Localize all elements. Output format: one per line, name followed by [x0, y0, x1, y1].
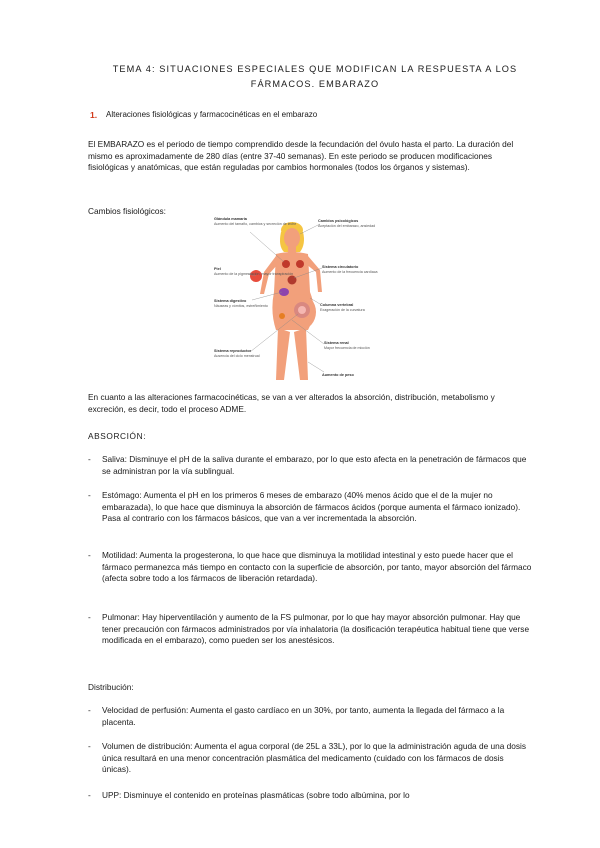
svg-text:Mayor frecuencia de micción: Mayor frecuencia de micción	[324, 346, 370, 350]
list-item: Pulmonar: Hay hiperventilación y aumento de la FS pulmonar, por lo que hay mayor absorción pulmonar. Hay que tener precaución con fármacos administrados por vía inhalatoria (la dosificación terapéutica habitual tiene que verse modificada en el embarazo), como pueden ser los anestésicos.	[102, 612, 530, 646]
page-title-line2: FÁRMACOS. EMBARAZO	[250, 79, 380, 89]
svg-text:Glándula mamaria: Glándula mamaria	[214, 217, 247, 221]
svg-text:Aumento del tamaño, cambios y: Aumento del tamaño, cambios y secreción de leche	[214, 222, 297, 226]
svg-text:Náuseas y vómitos, estreñimien: Náuseas y vómitos, estreñimiento	[214, 304, 268, 308]
svg-text:Sistema reproductor: Sistema reproductor	[214, 349, 252, 353]
bullet-mark: -	[88, 705, 91, 715]
list-item: UPP: Disminuye el contenido en proteínas plasmáticas (sobre todo albúmina, por lo	[102, 790, 410, 800]
bullet-mark: -	[88, 490, 91, 500]
bullet-mark: -	[88, 454, 91, 464]
svg-text:Cambios psicológicos: Cambios psicológicos	[318, 219, 359, 223]
stomach-icon	[279, 288, 289, 296]
bullet-mark: -	[88, 612, 91, 622]
bullet-mark: -	[88, 790, 91, 800]
svg-text:Aumento de la pigmentación, ma: Aumento de la pigmentación, mayor transpiración	[214, 272, 294, 276]
svg-text:Sistema renal: Sistema renal	[324, 341, 349, 345]
svg-text:Aumento de la frecuencia cardí: Aumento de la frecuencia cardíaca	[322, 270, 378, 274]
svg-text:Aceptación del embarazo, ansie: Aceptación del embarazo, ansiedad	[318, 224, 376, 228]
section-title: Alteraciones fisiológicas y farmacocinéticas en el embarazo	[106, 110, 318, 119]
pk-intro-paragraph: En cuanto a las alteraciones farmacocinéticas, se van a ver alterados la absorción, distribución, metabolismo y excreción, es decir, todo el proceso ADME.	[88, 392, 495, 414]
svg-text:Sistema circulatorio: Sistema circulatorio	[322, 265, 359, 269]
heart-icon	[288, 276, 297, 285]
section-number: 1.	[90, 110, 98, 120]
list-item: Velocidad de perfusión: Aumenta el gasto cardíaco en un 30%, por tanto, aumenta la llegada del fármaco a la placenta.	[102, 705, 505, 727]
list-item: Estómago: Aumenta el pH en los primeros 6 meses de embarazo (40% menos ácido que el de la mujer no embarazada), lo que hace que disminuya la absorción de fármacos ácidos (porque aumenta el fármaco ionizado). Pasa al contrario con los fármacos básicos, que van a ver incrementada la absorción.	[102, 490, 521, 524]
svg-text:Columna vertebral: Columna vertebral	[320, 303, 354, 307]
bullet-mark: -	[88, 741, 91, 751]
list-item: Volumen de distribución: Aumenta el agua corporal (de 25L a 33L), por lo que la administración aguda de una dosis única resultará en una menor concentración plasmática del medicamento (cuidado con los fármacos de dosis únicas).	[102, 741, 527, 775]
page-title-line1: TEMA 4: SITUACIONES ESPECIALES QUE MODIFICAN LA RESPUESTA A LOS	[112, 64, 518, 74]
pregnancy-changes-figure	[212, 212, 378, 386]
svg-text:Ausencia del ciclo menstrual: Ausencia del ciclo menstrual	[214, 354, 260, 358]
svg-text:Exageración de la curvatura: Exageración de la curvatura	[320, 308, 365, 312]
svg-text:Piel: Piel	[214, 267, 221, 271]
svg-text:Aumento de peso: Aumento de peso	[322, 373, 354, 377]
intro-paragraph: El EMBARAZO es el periodo de tiempo comprendido desde la fecundación del óvulo hasta el parto. La duración del mismo es aproximadamente de 280 días (entre 37-40 semanas). En este periodo se producen modificaciones fisiológicas y anatómicas, que están reguladas por cambios hormonales (todos los órganos y sistemas).	[88, 139, 514, 173]
list-item: Motilidad: Aumenta la progesterona, lo que hace que disminuya la motilidad intestinal y esto puede hacer que el fármaco permanezca más tiempo en contacto con la superficie de absorción, por tanto, mayor absorción del fármaco (afecta sobre todo a los fármacos de liberación retardada).	[102, 550, 532, 584]
list-item: Saliva: Disminuye el pH de la saliva durante el embarazo, por lo que esto afecta en la penetración de fármacos que se administran por la vía sublingual.	[102, 454, 527, 476]
distribution-heading: Distribución:	[88, 682, 134, 692]
svg-text:Sistema digestivo: Sistema digestivo	[214, 299, 247, 303]
bullet-mark: -	[88, 550, 91, 560]
physio-label: Cambios fisiológicos:	[88, 206, 166, 216]
absorption-heading: ABSORCIÓN:	[88, 431, 147, 441]
